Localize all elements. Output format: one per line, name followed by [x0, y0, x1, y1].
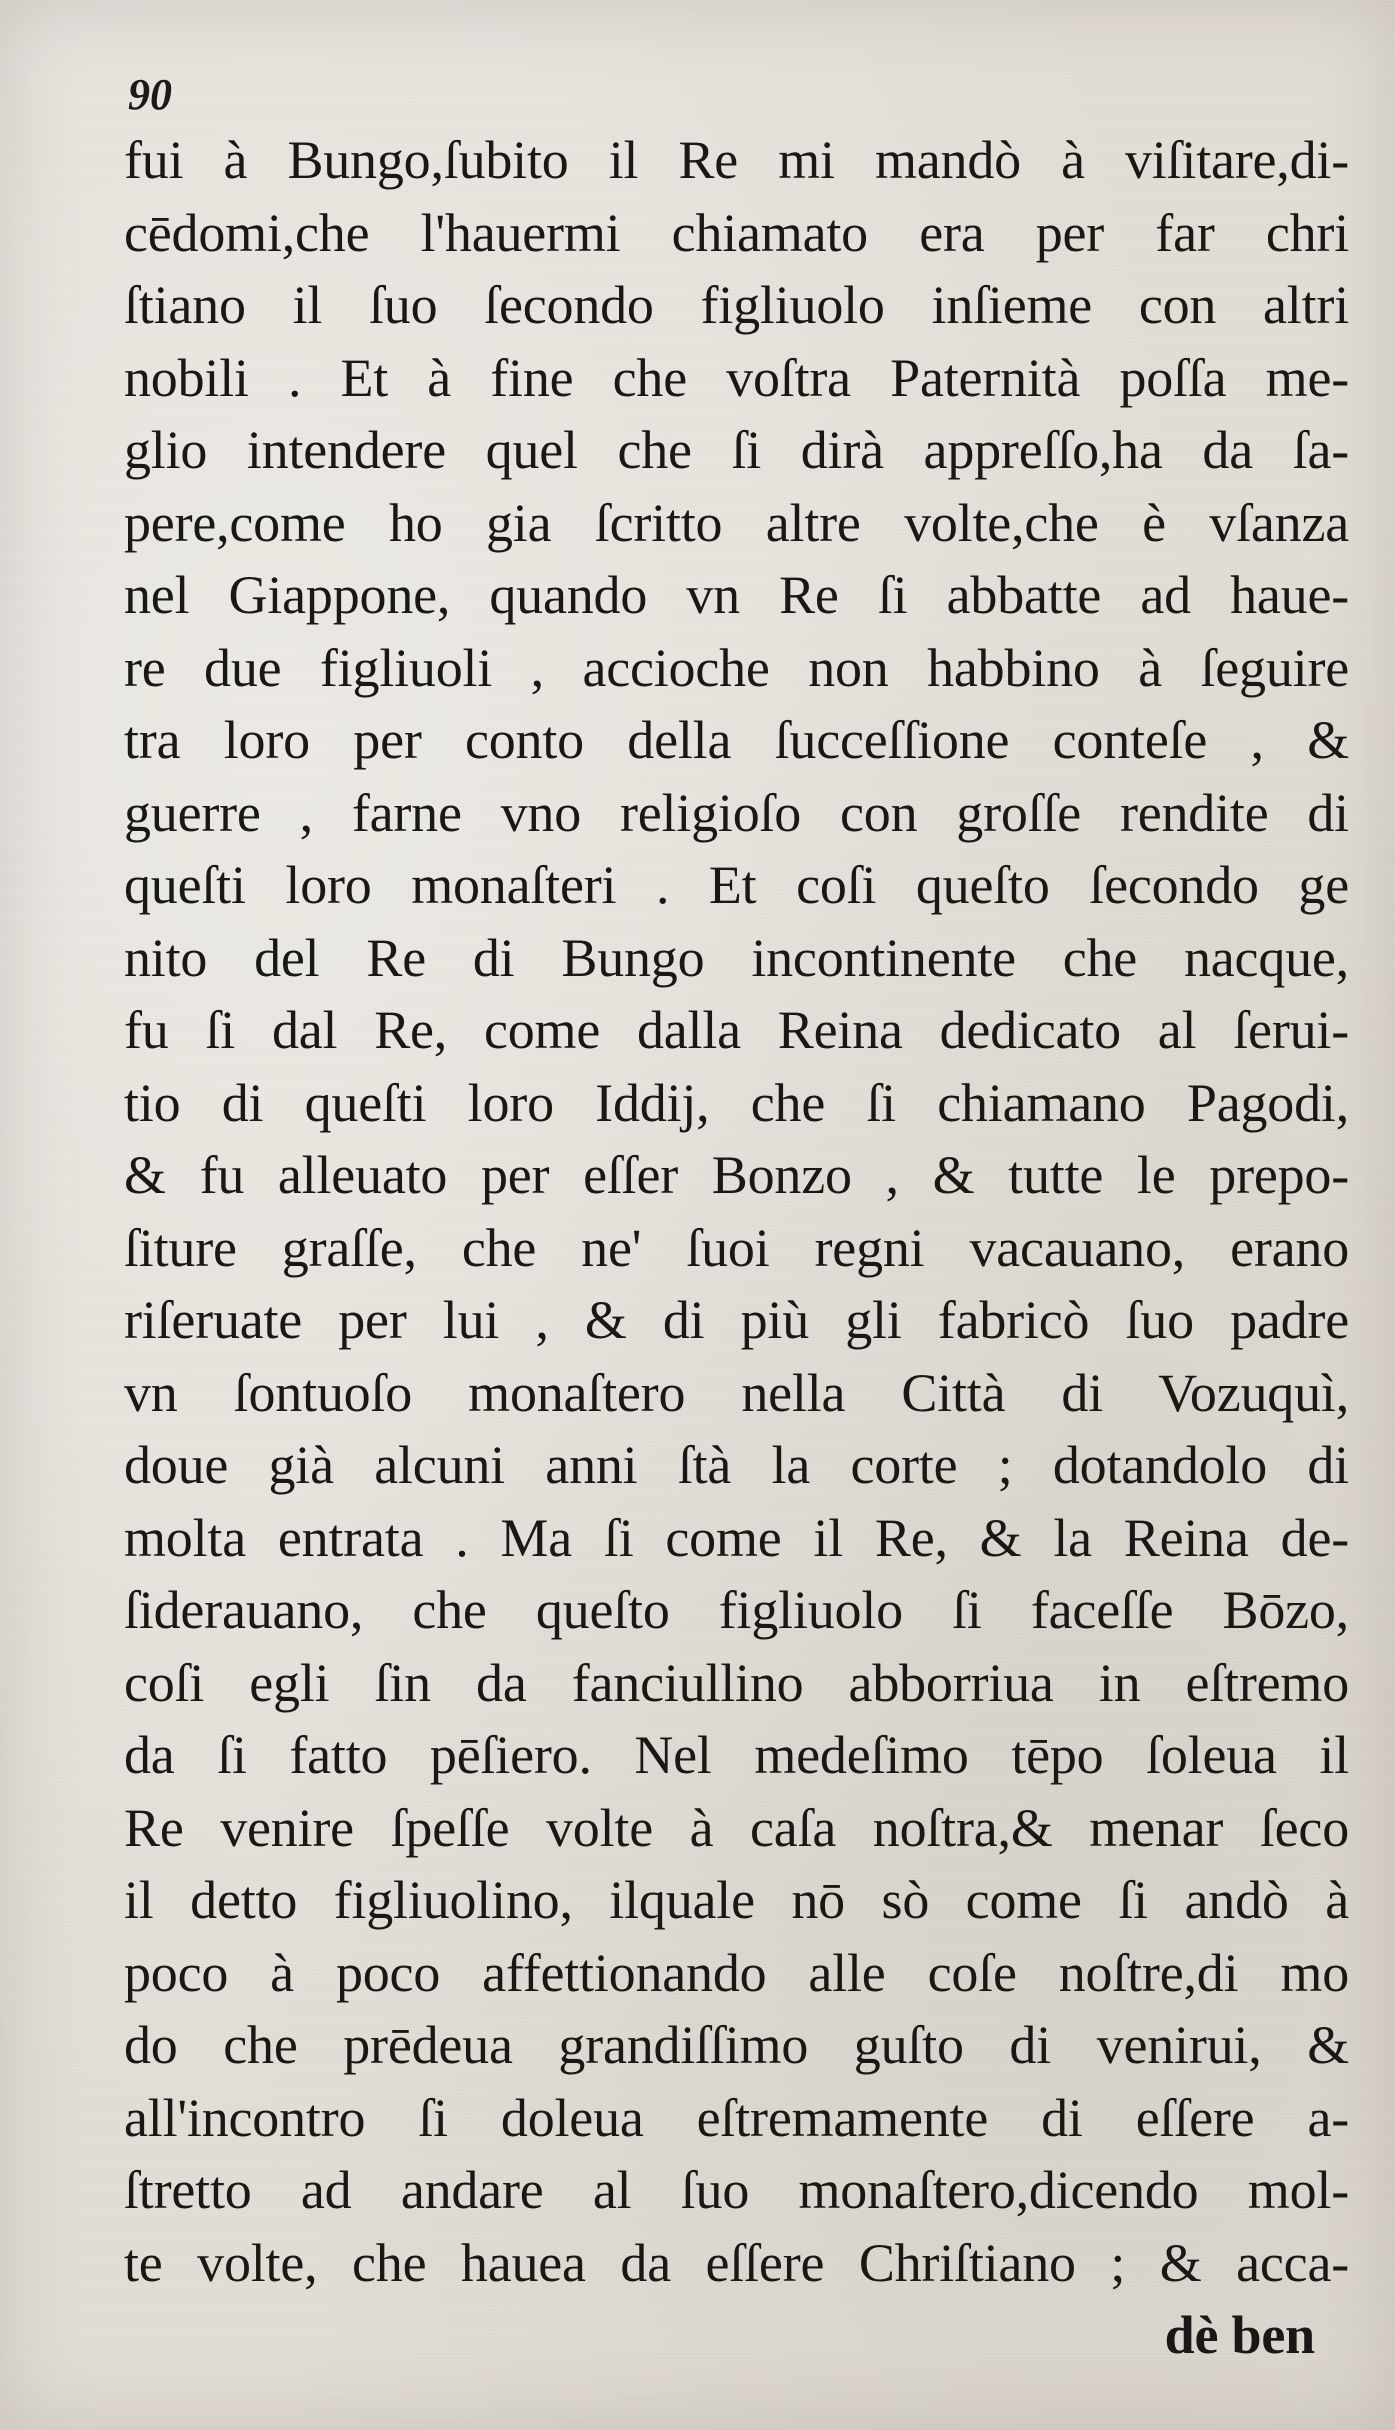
- text-line: ſtretto ad andare al ſuo monaſtero,dicendo mol-: [124, 2160, 1349, 2220]
- text-line: tio di queſti loro Iddij, che ſi chiamano Pagodi,: [124, 1072, 1349, 1133]
- text-line: re due figliuoli , accioche non habbino à ſeguire: [124, 637, 1349, 698]
- text-line: il detto figliuolino, ilquale nō sò come ſi andò à: [124, 1870, 1349, 1930]
- catchword: dè ben: [1164, 2305, 1315, 2365]
- text-line: molta entrata . Ma ſi come il Re, & la Reina de-: [124, 1507, 1349, 1568]
- text-line: fui à Bungo,ſubito il Re mi mandò à viſitare,di-: [124, 130, 1349, 190]
- text-line: glio intendere quel che ſi dirà appreſſo,ha da ſa-: [124, 420, 1349, 480]
- text-line: vn ſontuoſo monaſtero nella Città di Vozuquì,: [124, 1362, 1349, 1423]
- text-line: tra loro per conto della ſucceſſione conteſe , &: [124, 710, 1349, 770]
- text-line: cēdomi,che l'hauermi chiamato era per far chri: [124, 202, 1349, 263]
- text-line: da ſi fatto pēſiero. Nel medeſimo tēpo ſoleua il: [124, 1725, 1349, 1785]
- text-line: te volte, che hauea da eſſere Chriſtiano ; & acca-: [124, 2232, 1349, 2293]
- text-line: fu ſi dal Re, come dalla Reina dedicato al ſerui-: [124, 1000, 1349, 1060]
- text-line: nel Giappone, quando vn Re ſi abbatte ad haue-: [124, 565, 1349, 625]
- text-line: ſiture graſſe, che ne' ſuoi regni vacauano, erano: [124, 1217, 1349, 1278]
- text-line: all'incontro ſi doleua eſtremamente di eſſere a-: [124, 2087, 1349, 2148]
- text-line: guerre , farne vno religioſo con groſſe rendite di: [124, 782, 1349, 843]
- text-line: Re venire ſpeſſe volte à caſa noſtra,& menar ſeco: [124, 1797, 1349, 1858]
- text-line: queſti loro monaſteri . Et coſi queſto ſecondo ge: [124, 855, 1349, 915]
- text-line: ſtiano il ſuo ſecondo figliuolo inſieme con altri: [124, 275, 1349, 335]
- text-line: poco à poco affettionando alle coſe noſtre,di mo: [124, 1942, 1349, 2003]
- text-line: & fu alleuato per eſſer Bonzo , & tutte le prepo-: [124, 1145, 1349, 1205]
- text-line: nobili . Et à fine che voſtra Paternità poſſa me-: [124, 347, 1349, 408]
- text-line: doue già alcuni anni ſtà la corte ; dotandolo di: [124, 1435, 1349, 1495]
- text-line: nito del Re di Bungo incontinente che nacque,: [124, 927, 1349, 988]
- text-line: do che prēdeua grandiſſimo guſto di venirui, &: [124, 2015, 1349, 2075]
- text-line: riſeruate per lui , & di più gli fabricò ſuo padre: [124, 1290, 1349, 1350]
- text-line: coſi egli ſin da fanciullino abborriua in eſtremo: [124, 1652, 1349, 1713]
- text-block: [124, 124, 1349, 2372]
- text-line: ſiderauano, che queſto figliuolo ſi faceſſe Bōzo,: [124, 1580, 1349, 1640]
- text-line: pere,come ho gia ſcritto altre volte,che è vſanza: [124, 492, 1349, 553]
- page-number: 90: [128, 70, 172, 119]
